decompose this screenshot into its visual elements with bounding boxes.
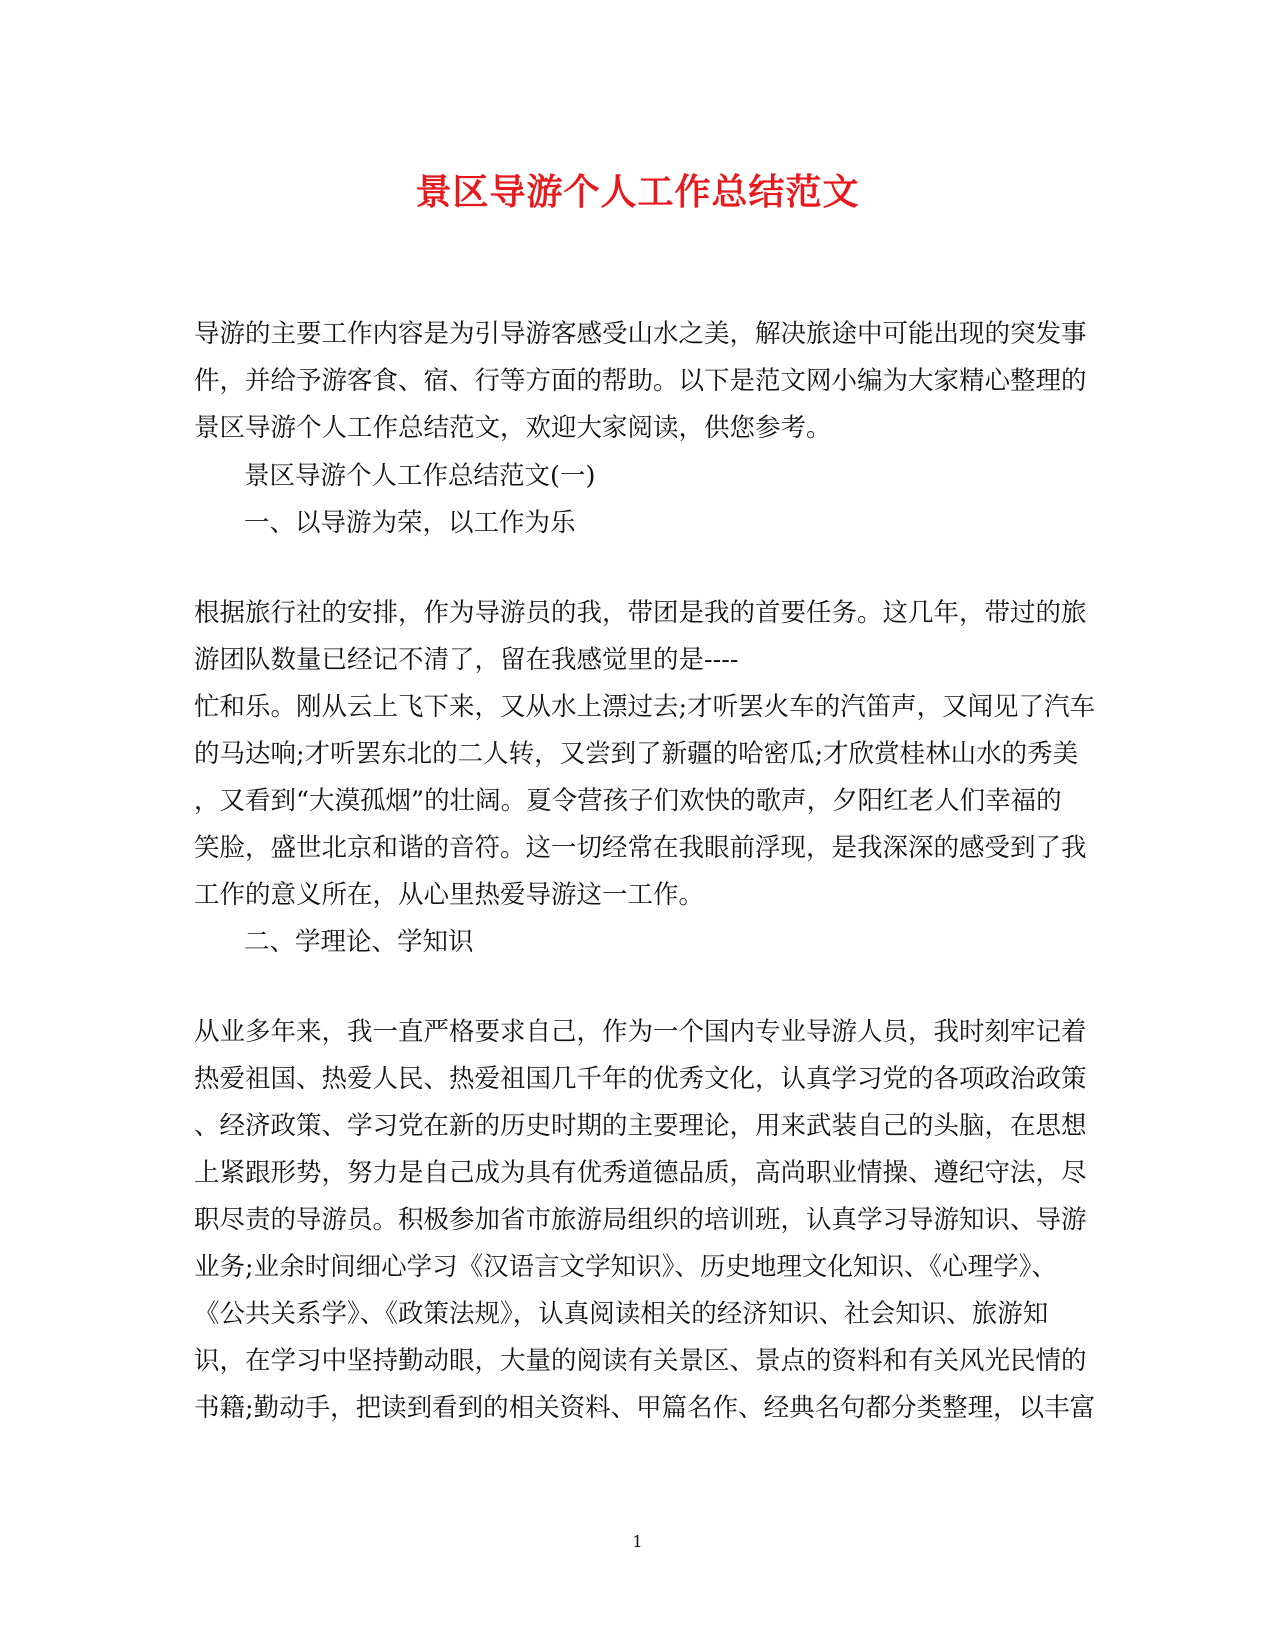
intro-line-1: 导游的主要工作内容是为引导游客感受山水之美，解决旅途中可能出现的突发事: [194, 319, 1087, 349]
section1-line-6: 笑脸，盛世北京和谐的音符。这一切经常在我眼前浮现，是我深深的感受到了我: [194, 833, 1087, 863]
section2-line-3: 、经济政策、学习党在新的历史时期的主要理论，用来武装自己的头脑，在思想: [194, 1111, 1087, 1141]
subtitle-part-one: 景区导游个人工作总结范文(一): [244, 461, 596, 491]
page-number: 1: [632, 1532, 643, 1551]
section2-line-7: 《公共关系学》、《政策法规》，认真阅读相关的经济知识、社会知识、旅游知: [194, 1299, 1049, 1329]
section1-line-4: 的马达响;才听罢东北的二人转，又尝到了新疆的哈密瓜;才欣赏桂林山水的秀美: [194, 739, 1079, 769]
intro-line-3: 景区导游个人工作总结范文，欢迎大家阅读，供您参考。: [194, 413, 832, 443]
section1-line-3: 忙和乐。刚从云上飞下来，又从水上漂过去;才听罢火车的汽笛声，又闻见了汽车: [194, 692, 1096, 722]
intro-line-2: 件，并给予游客食、宿、行等方面的帮助。以下是范文网小编为大家精心整理的: [194, 366, 1087, 396]
section-heading-1: 一、以导游为荣，以工作为乐: [244, 508, 576, 538]
document-title: 景区导游个人工作总结范文: [415, 171, 860, 213]
section1-line-1: 根据旅行社的安排，作为导游员的我，带团是我的首要任务。这几年，带过的旅: [194, 598, 1087, 628]
section-heading-2: 二、学理论、学知识: [244, 927, 474, 957]
section2-line-1: 从业多年来，我一直严格要求自己，作为一个国内专业导游人员，我时刻牢记着: [194, 1017, 1087, 1047]
section1-line-5: ，又看到“大漠孤烟”的壮阔。夏令营孩子们欢快的歌声，夕阳红老人们幸福的: [194, 786, 1062, 816]
section2-line-2: 热爱祖国、热爱人民、热爱祖国几千年的优秀文化，认真学习党的各项政治政策: [194, 1064, 1087, 1094]
section2-line-8: 识，在学习中坚持勤动眼，大量的阅读有关景区、景点的资料和有关风光民情的: [194, 1346, 1087, 1376]
section1-line-2: 游团队数量已经记不清了，留在我感觉里的是----: [194, 645, 739, 675]
section2-line-9: 书籍;勤动手，把读到看到的相关资料、甲篇名作、经典名句都分类整理，以丰富: [194, 1393, 1096, 1423]
section2-line-6: 业务;业余时间细心学习《汉语言文学知识》、历史地理文化知识、《心理学》、: [194, 1252, 1057, 1282]
section2-line-4: 上紧跟形势，努力是自己成为具有优秀道德品质，高尚职业情操、遵纪守法，尽: [194, 1158, 1087, 1188]
section2-line-5: 职尽责的导游员。积极参加省市旅游局组织的培训班，认真学习导游知识、导游: [194, 1205, 1087, 1235]
section1-line-7: 工作的意义所在，从心里热爱导游这一工作。: [194, 880, 705, 910]
